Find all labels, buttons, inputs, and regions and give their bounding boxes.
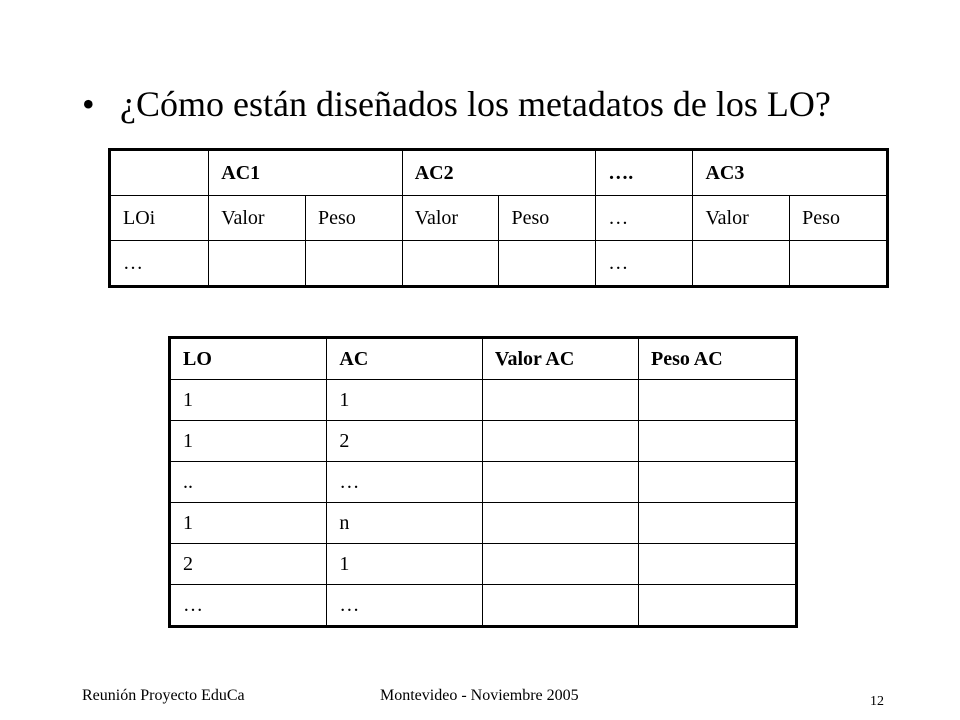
slide-title-text: ¿Cómo están diseñados los metadatos de los LO?: [120, 84, 831, 124]
slide-title: [82, 80, 831, 128]
table-cell: …: [170, 585, 327, 627]
table-cell: Valor: [693, 196, 790, 241]
table-header-cell: [499, 150, 596, 196]
table-cell: [638, 462, 796, 503]
table-cell: [482, 585, 638, 627]
table-cell: LOi: [110, 196, 209, 241]
bullet-icon: •: [82, 84, 95, 124]
footer-event: Reunión Proyecto EduCa: [82, 687, 245, 704]
table-header-cell: AC3: [693, 150, 790, 196]
table-cell: …: [327, 585, 482, 627]
table-cell: [482, 380, 638, 421]
table-header-cell: Valor AC: [482, 338, 638, 380]
table-header-cell: [790, 150, 888, 196]
table-cell: [790, 241, 888, 287]
table-cell: [209, 241, 306, 287]
metadata-table-narrow: [168, 336, 798, 628]
metadata-table-wide: [108, 148, 889, 288]
table-header-cell: [305, 150, 402, 196]
table-cell: [482, 421, 638, 462]
table-cell: 1: [170, 421, 327, 462]
table-cell: ..: [170, 462, 327, 503]
table-cell: …: [596, 196, 693, 241]
table-header-cell: LO: [170, 338, 327, 380]
table-cell: Peso: [305, 196, 402, 241]
table-cell: [482, 503, 638, 544]
table-cell: 2: [170, 544, 327, 585]
table-cell: Peso: [790, 196, 888, 241]
table-header-cell: AC2: [402, 150, 499, 196]
table-row: [170, 380, 797, 421]
footer-location-date: Montevideo - Noviembre 2005: [380, 687, 579, 704]
table-cell: Valor: [402, 196, 499, 241]
page-number: 12: [870, 694, 884, 709]
table-cell: [638, 380, 796, 421]
table-row: [170, 421, 797, 462]
table-header-cell: AC: [327, 338, 482, 380]
table-cell: [638, 585, 796, 627]
table-cell: [638, 503, 796, 544]
table-cell: [482, 544, 638, 585]
table-row: [170, 585, 797, 627]
table-cell: 1: [327, 380, 482, 421]
table-row: [170, 503, 797, 544]
table-cell: …: [110, 241, 209, 287]
table-cell: …: [327, 462, 482, 503]
table-row: [110, 196, 888, 241]
table-row: [110, 241, 888, 287]
table-cell: 1: [170, 503, 327, 544]
table-cell: [638, 421, 796, 462]
table-header-cell: [110, 150, 209, 196]
table-cell: 2: [327, 421, 482, 462]
table-header-row: [110, 150, 888, 196]
table-row: [170, 544, 797, 585]
table-cell: [482, 462, 638, 503]
table-header-cell: AC1: [209, 150, 306, 196]
table-cell: [693, 241, 790, 287]
table-cell: Peso: [499, 196, 596, 241]
table-cell: Valor: [209, 196, 306, 241]
table-header-row: [170, 338, 797, 380]
table-header-cell: Peso AC: [638, 338, 796, 380]
table-cell: 1: [327, 544, 482, 585]
table-cell: n: [327, 503, 482, 544]
table-cell: [638, 544, 796, 585]
table-cell: 1: [170, 380, 327, 421]
table-cell: …: [596, 241, 693, 287]
table-header-cell: ….: [596, 150, 693, 196]
table-cell: [499, 241, 596, 287]
table-cell: [402, 241, 499, 287]
table-cell: [305, 241, 402, 287]
table-row: [170, 462, 797, 503]
